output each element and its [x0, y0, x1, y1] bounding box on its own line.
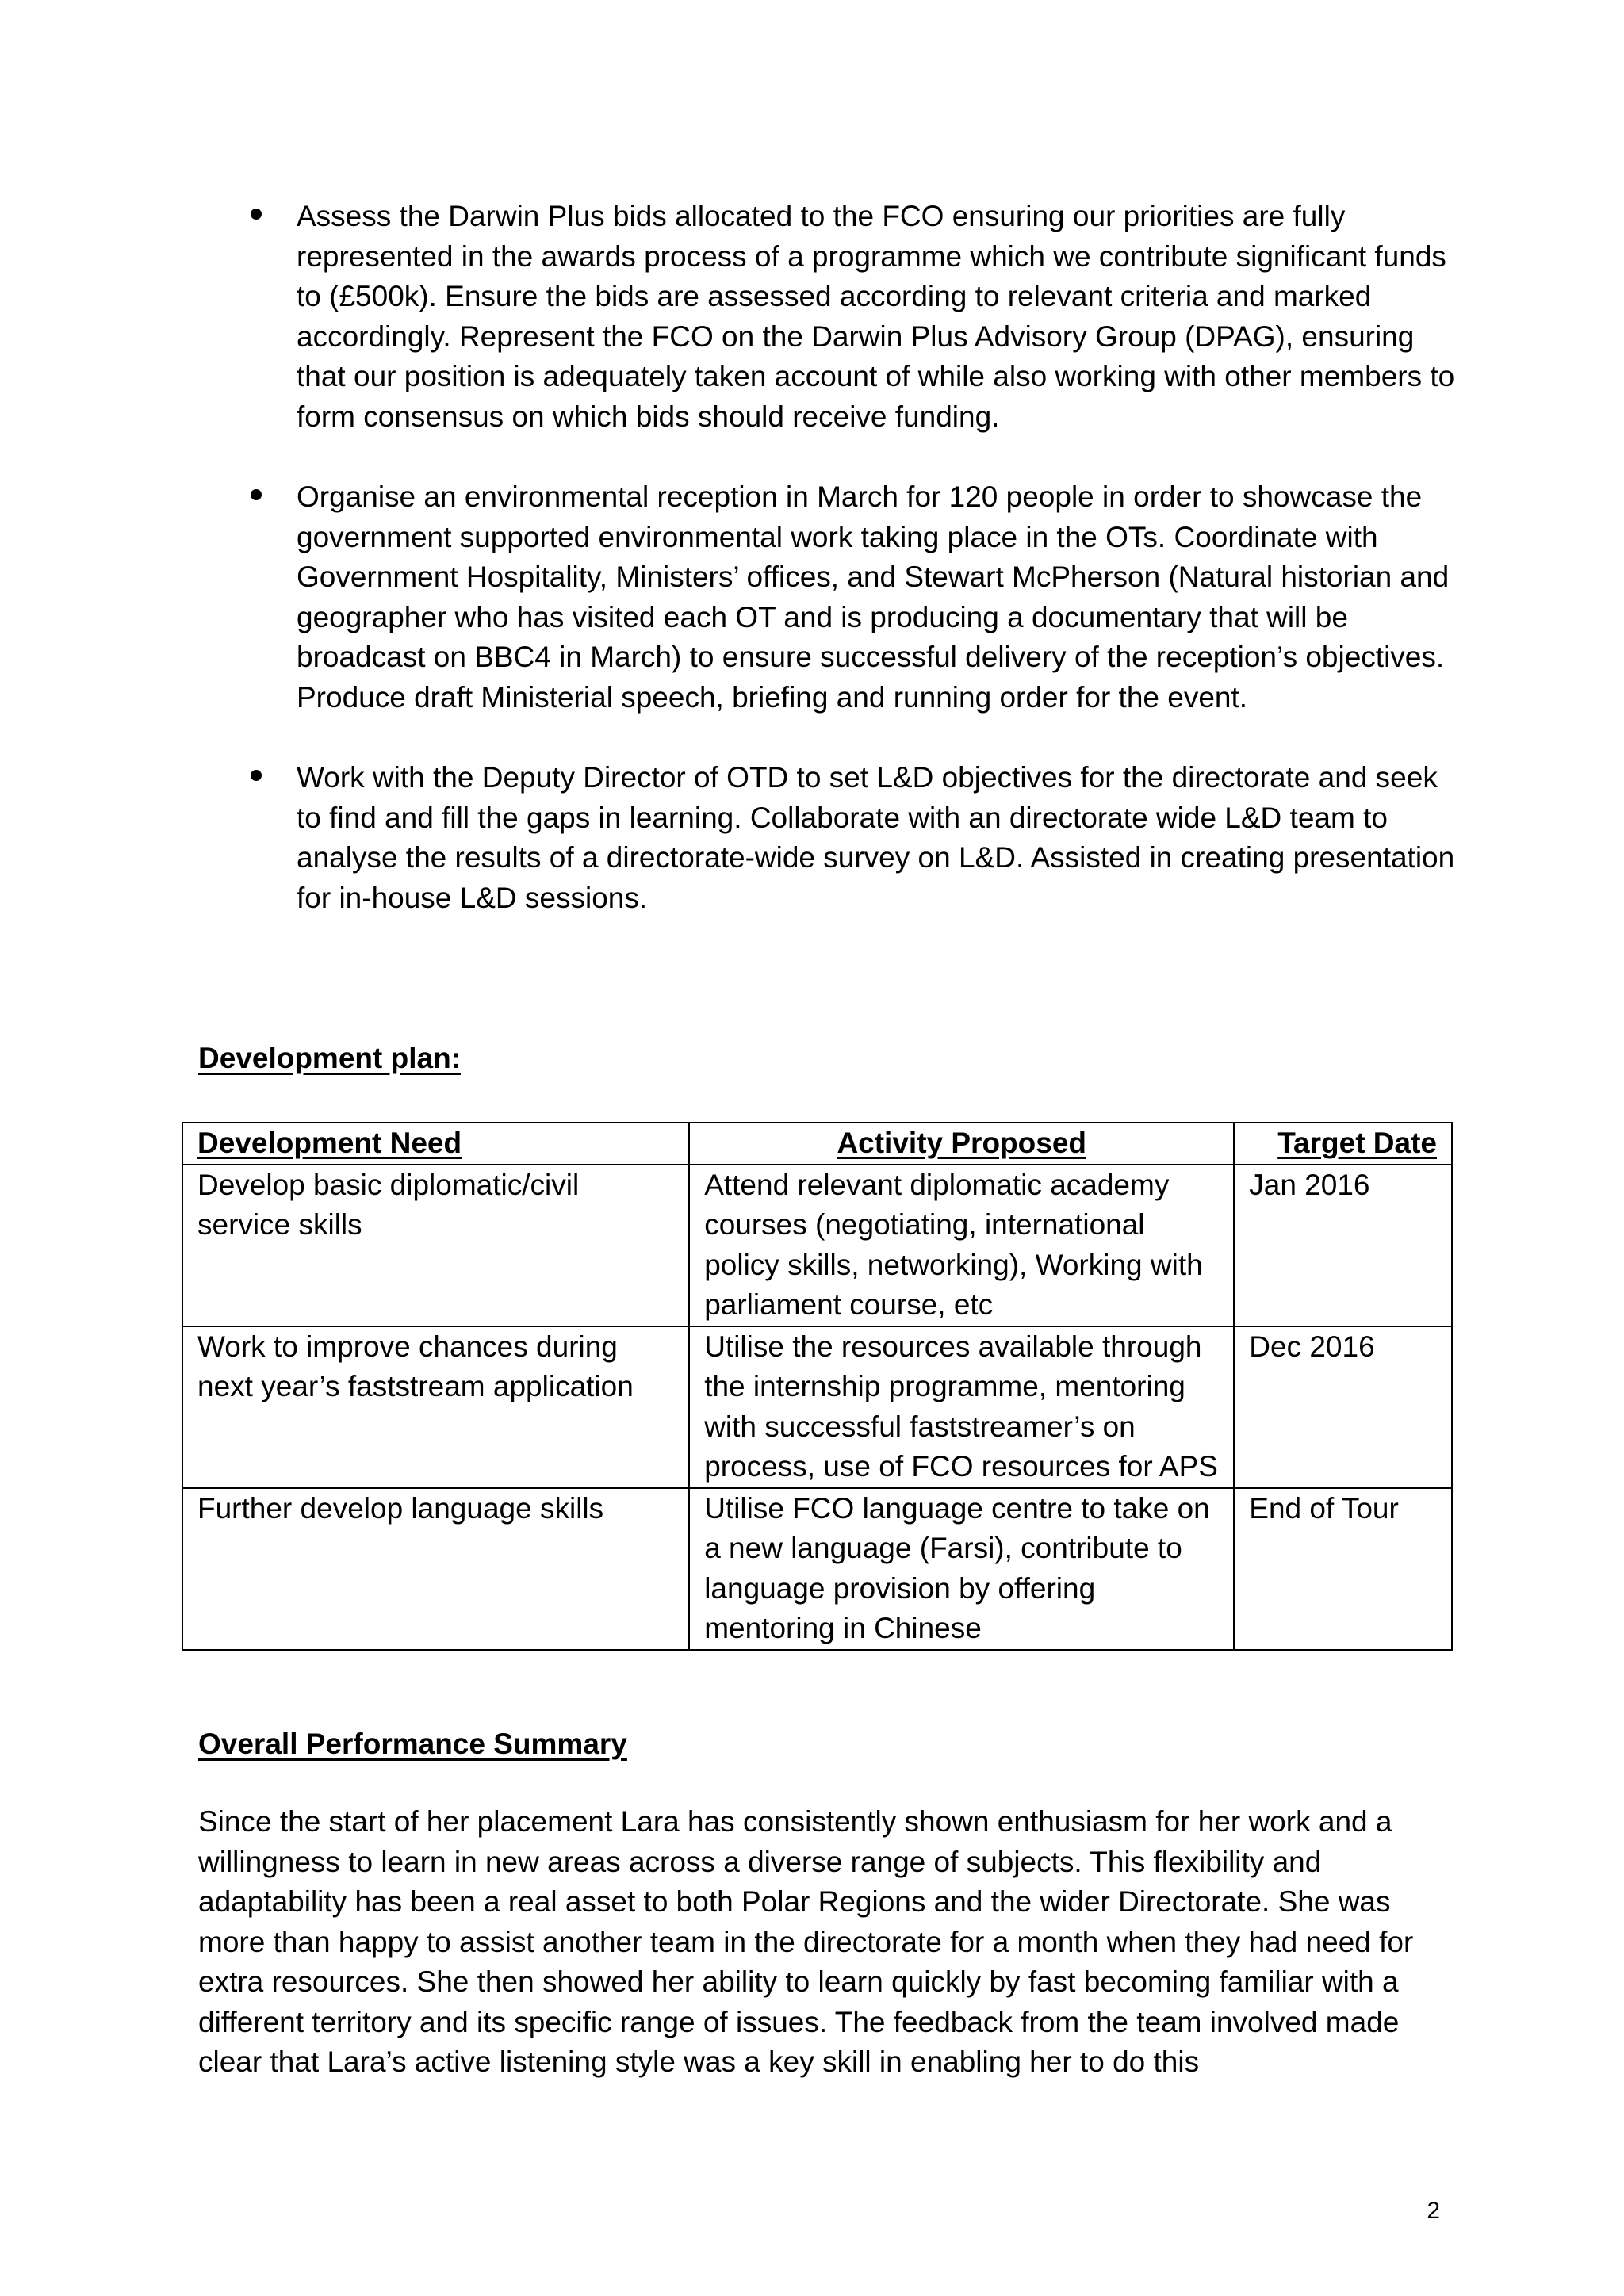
objective-text: Organise an environmental reception in March for 120 people in order to showcase the government supported environmental work taking place in the OTs. Coordinate with Government Hospitality, Ministers’ offices, and Stewart McPherson (Natural historian and geographer who has visited each OT and is producing a documentary that will be broadcast on BBC4 in March) to ensure successful delivery of the reception’s objectives. Produce draft Ministerial speech, briefing and running order for the event.: [297, 480, 1450, 714]
table-row: [182, 1326, 1452, 1488]
cell-need: Develop basic diplomatic/civil service skills: [182, 1165, 689, 1326]
cell-activity: Utilise FCO language centre to take on a new language (Farsi), contribute to language provision by offering mentoring in Chinese: [689, 1488, 1234, 1650]
performance-summary-heading: Overall Performance Summary: [198, 1728, 627, 1760]
cell-need: Work to improve chances during next year’s faststream application: [182, 1326, 689, 1488]
objective-item: [198, 758, 1467, 918]
development-plan-table: [182, 1122, 1453, 1651]
objective-item: [198, 477, 1467, 718]
performance-summary-text: Since the start of her placement Lara has consistently shown enthusiasm for her work and a willingness to learn in new areas across a diverse range of subjects. This flexibility and adaptability has been a real asset to both Polar Regions and the wider Directorate. She was more than happy to assist another team in the directorate for a month when they had need for extra resources. She then showed her ability to learn quickly by fast becoming familiar with a different territory and its specific range of issues. The feedback from the team involved made clear that Lara’s active listening style was a key skill in enabling her to do this: [198, 1805, 1414, 2078]
bullet-icon: [251, 209, 262, 220]
objective-text: Work with the Deputy Director of OTD to set L&D objectives for the directorate and seek to find and fill the gaps in learning. Collaborate with an directorate wide L&D team to analyse the results of a directorate-wide survey on L&D. Assisted in creating presentation for in-house L&D sessions.: [297, 761, 1455, 914]
objective-text: Assess the Darwin Plus bids allocated to the FCO ensuring our priorities are fully represented in the awards process of a programme which we contribute significant funds to (£500k). Ensure the bids are assessed according to relevant criteria and marked accordingly. Represent the FCO on the Darwin Plus Advisory Group (DPAG), ensuring that our position is adequately taken account of while also working with other members to form consensus on which bids should receive funding.: [297, 200, 1455, 433]
cell-activity: Utilise the resources available through the internship programme, mentoring with successful faststreamer’s on process, use of FCO resources for APS: [689, 1326, 1234, 1488]
column-header-date: Target Date: [1234, 1123, 1452, 1165]
cell-activity: Attend relevant diplomatic academy courses (negotiating, international policy skills, networking), Working with parliament course, etc: [689, 1165, 1234, 1326]
cell-date: Jan 2016: [1234, 1165, 1452, 1326]
column-header-activity: Activity Proposed: [689, 1123, 1234, 1165]
page-number: 2: [1427, 2198, 1440, 2224]
objectives-list: [198, 197, 1467, 959]
table-row: [182, 1165, 1452, 1326]
column-header-need: Development Need: [182, 1123, 689, 1165]
table-row: [182, 1488, 1452, 1650]
bullet-icon: [251, 770, 262, 781]
cell-date: End of Tour: [1234, 1488, 1452, 1650]
cell-need: Further develop language skills: [182, 1488, 689, 1650]
bullet-icon: [251, 489, 262, 500]
development-plan-heading: Development plan:: [198, 1042, 461, 1074]
objective-item: [198, 197, 1467, 437]
table-header-row: [182, 1123, 1452, 1165]
cell-date: Dec 2016: [1234, 1326, 1452, 1488]
